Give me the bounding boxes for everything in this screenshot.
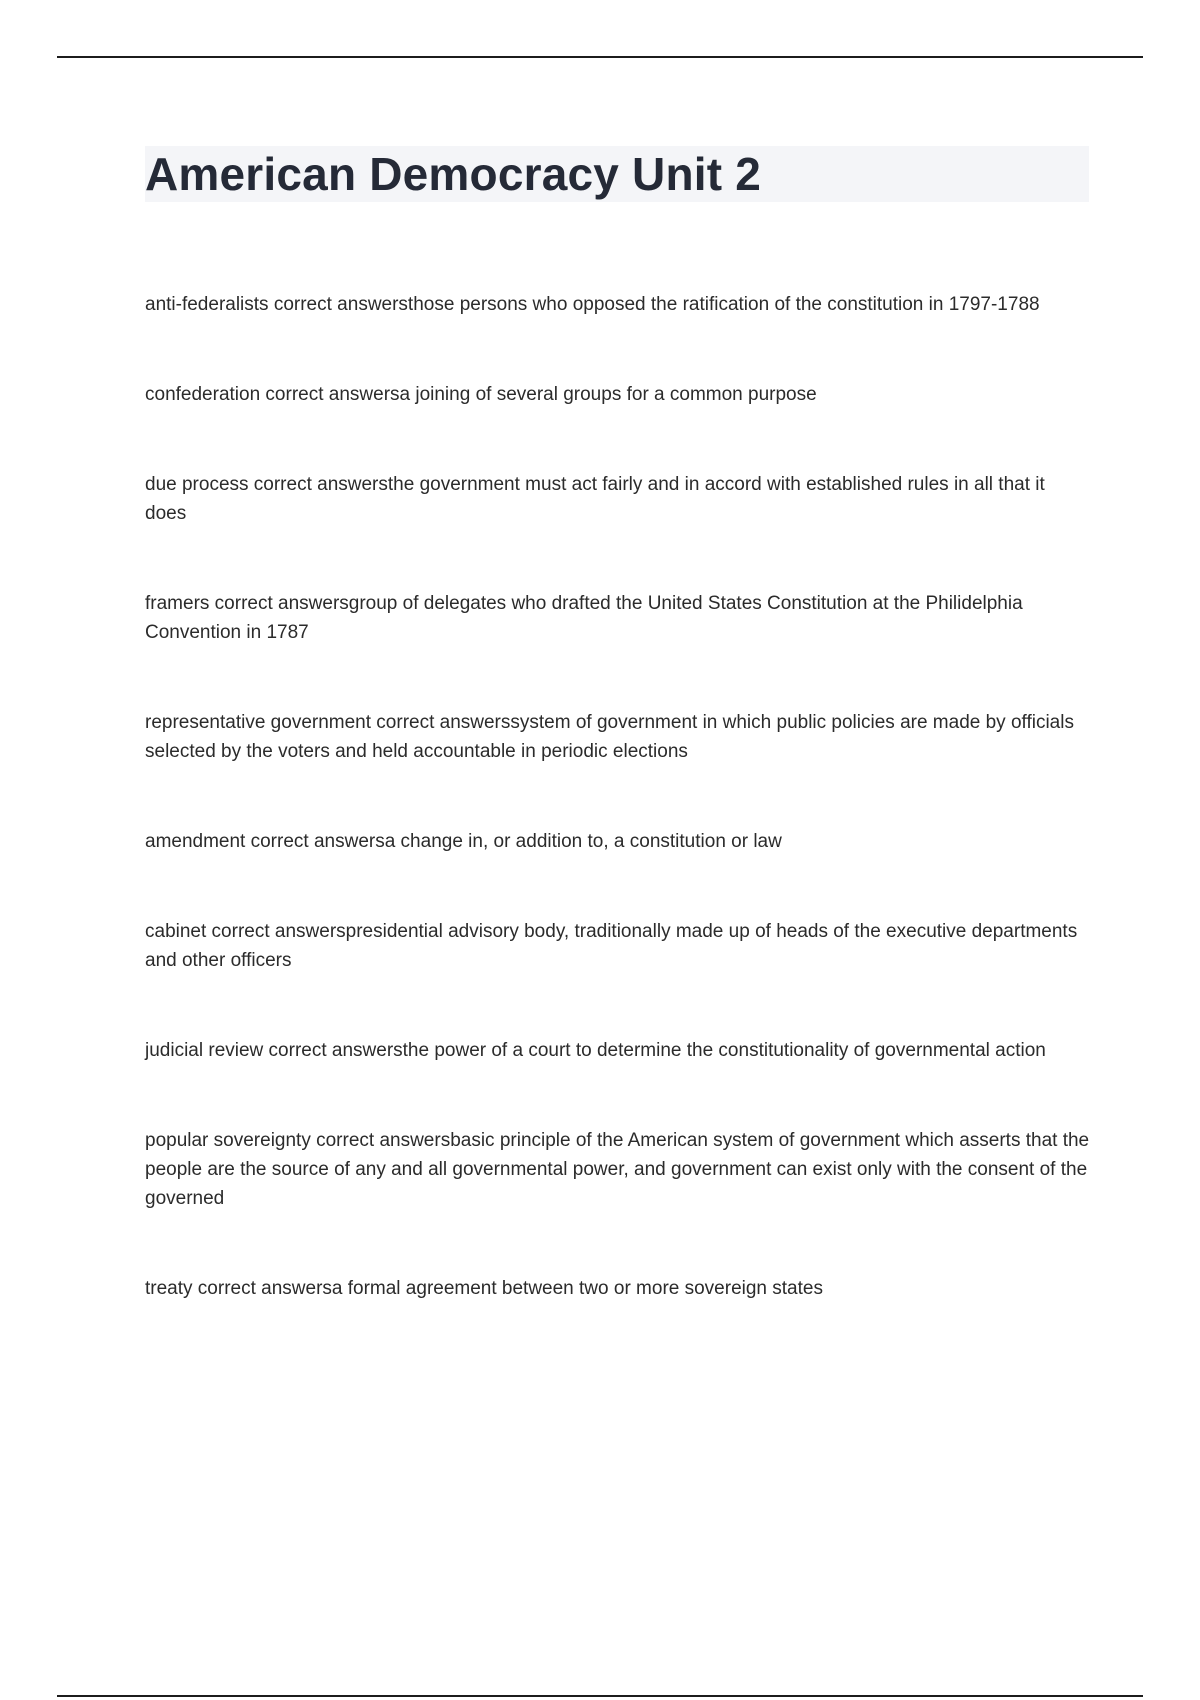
list-item: amendment correct answersa change in, or addition to, a constitution or law (145, 831, 782, 852)
list-item: anti-federalists correct answersthose persons who opposed the ratification of the constitution in 1797-1788 (145, 294, 1040, 315)
bottom-rule (57, 1695, 1143, 1697)
list-item: confederation correct answersa joining of several groups for a common purpose (145, 384, 817, 405)
list-item: due process correct answersthe government must act fairly and in accord with established rules in all that it does (145, 474, 1045, 524)
list-item: framers correct answersgroup of delegates who drafted the United States Constitution at the Philidelphia Convention in 1787 (145, 593, 1023, 643)
top-rule (57, 56, 1143, 58)
list-item: treaty correct answersa formal agreement between two or more sovereign states (145, 1278, 823, 1299)
page-title: American Democracy Unit 2 (145, 148, 762, 200)
flashcard-list (145, 290, 1091, 1364)
list-item: popular sovereignty correct answersbasic principle of the American system of government which asserts that the people are the source of any and all governmental power, and government can exist only with the consent of the governed (145, 1130, 1090, 1209)
list-item: judicial review correct answersthe power of a court to determine the constitutionality of governmental action (145, 1040, 1046, 1061)
list-item: cabinet correct answerspresidential advisory body, traditionally made up of heads of the executive departments and other officers (145, 921, 1078, 971)
list-item: representative government correct answerssystem of government in which public policies are made by officials selected by the voters and held accountable in periodic elections (145, 712, 1074, 762)
